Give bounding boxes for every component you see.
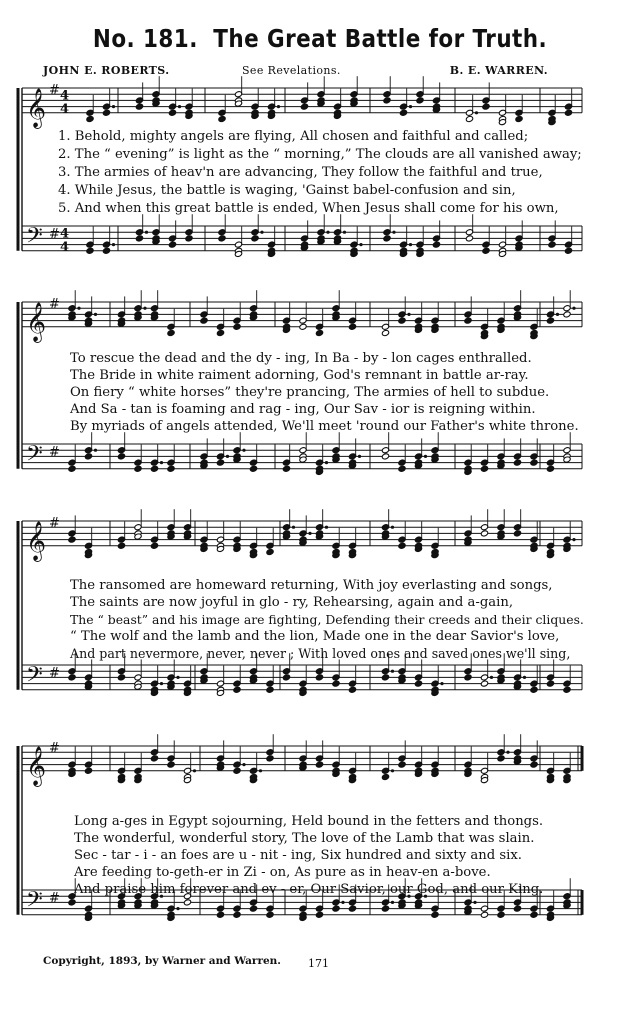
svg-text:4: 4	[60, 101, 70, 117]
lyric-line: The saints are now joyful in glo - ry, Rehearsing, again and a-gain,	[70, 595, 514, 610]
hymn-title: The Great Battle for Truth.	[213, 24, 548, 53]
lyric-line: 4. While Jesus, the battle is waging, 'Gainst babel-confusion and sin,	[58, 183, 516, 198]
svg-text:𝄞: 𝄞	[26, 520, 47, 561]
lyric-line: And praise him forever and ev - er, Our Savior, our God, and our King.	[74, 882, 544, 897]
svg-text:𝄞: 𝄞	[26, 301, 47, 342]
svg-text:#: #	[49, 516, 60, 531]
svg-text:#: #	[49, 445, 60, 461]
svg-text:𝄢: 𝄢	[26, 441, 43, 472]
lyric-line: And Sa - tan is foaming and rag - ing, Our Sav - ior is reigning within.	[70, 402, 536, 417]
svg-text:#: #	[49, 741, 60, 756]
lyric-line: 5. And when this great battle is ended, When Jesus shall come for his own,	[58, 201, 559, 216]
lyric-line: Long a-ges in Egypt sojourning, Held bound in the fetters and thongs.	[74, 814, 544, 829]
hymn-number: No. 181.	[92, 24, 198, 53]
svg-text:𝄢: 𝄢	[26, 662, 43, 693]
lyric-line: Are feeding to-geth-er in Zi - on, As pure as in heav-en a-bove.	[74, 865, 491, 880]
scripture-reference: See Revelations.	[242, 64, 341, 77]
lyric-line: Sec - tar - i - an foes are u - nit - ing, Six hundred and sixty and six.	[74, 848, 522, 863]
svg-text:#: #	[49, 297, 60, 312]
lyric-line: To rescue the dead and the dy - ing, In Ba - by - lon cages enthralled.	[70, 351, 532, 366]
hymn-title-line	[45, 24, 595, 53]
svg-text:𝄞: 𝄞	[26, 745, 47, 786]
svg-text:𝄢: 𝄢	[26, 223, 43, 254]
lyric-line: “ The wolf and the lamb and the lion, Made one in the dear Savior's love,	[70, 629, 560, 644]
svg-text:4: 4	[60, 226, 70, 242]
svg-text:#: #	[49, 666, 60, 682]
lyric-line: The ransomed are homeward returning, With joy everlasting and songs,	[70, 578, 553, 593]
svg-text:#: #	[49, 83, 60, 98]
svg-text:𝄞: 𝄞	[26, 87, 47, 128]
lyric-line: The “ beast” and his image are fighting, Defending their creeds and their cliques.	[70, 612, 584, 627]
lyric-line: On fiery “ white horses” they're prancing, The armies of hell to subdue.	[70, 385, 550, 400]
svg-text:4: 4	[60, 88, 70, 104]
lyric-line: 2. The “ evening” is light as the “ morning,” The clouds are all vanished away;	[58, 147, 582, 162]
svg-text:4: 4	[60, 239, 70, 255]
lyric-line: By myriads of angels attended, We'll meet 'round our Father's white throne.	[70, 419, 579, 434]
author-credit: JOHN E. ROBERTS.	[43, 64, 170, 77]
lyric-line: The wonderful, wonderful story, The love of the Lamb that was slain.	[74, 831, 535, 846]
lyric-line: 1. Behold, mighty angels are flying, All chosen and faithful and called;	[58, 129, 529, 144]
lyric-line: And part nevermore, never, never ; With loved ones and saved ones we'll sing,	[70, 646, 571, 661]
copyright-notice: Copyright, 1893, by Warner and Warren.	[43, 955, 281, 967]
page-number: 171	[308, 957, 329, 970]
svg-text:#: #	[49, 227, 60, 243]
lyric-line: 3. The armies of heav'n are advancing, They follow the faithful and true,	[58, 165, 543, 180]
composer-credit: B. E. WARREN.	[449, 64, 548, 77]
svg-text:#: #	[49, 891, 60, 907]
svg-text:𝄢: 𝄢	[26, 887, 43, 918]
lyric-line: The Bride in white raiment adorning, God's remnant in battle ar-ray.	[70, 368, 529, 383]
